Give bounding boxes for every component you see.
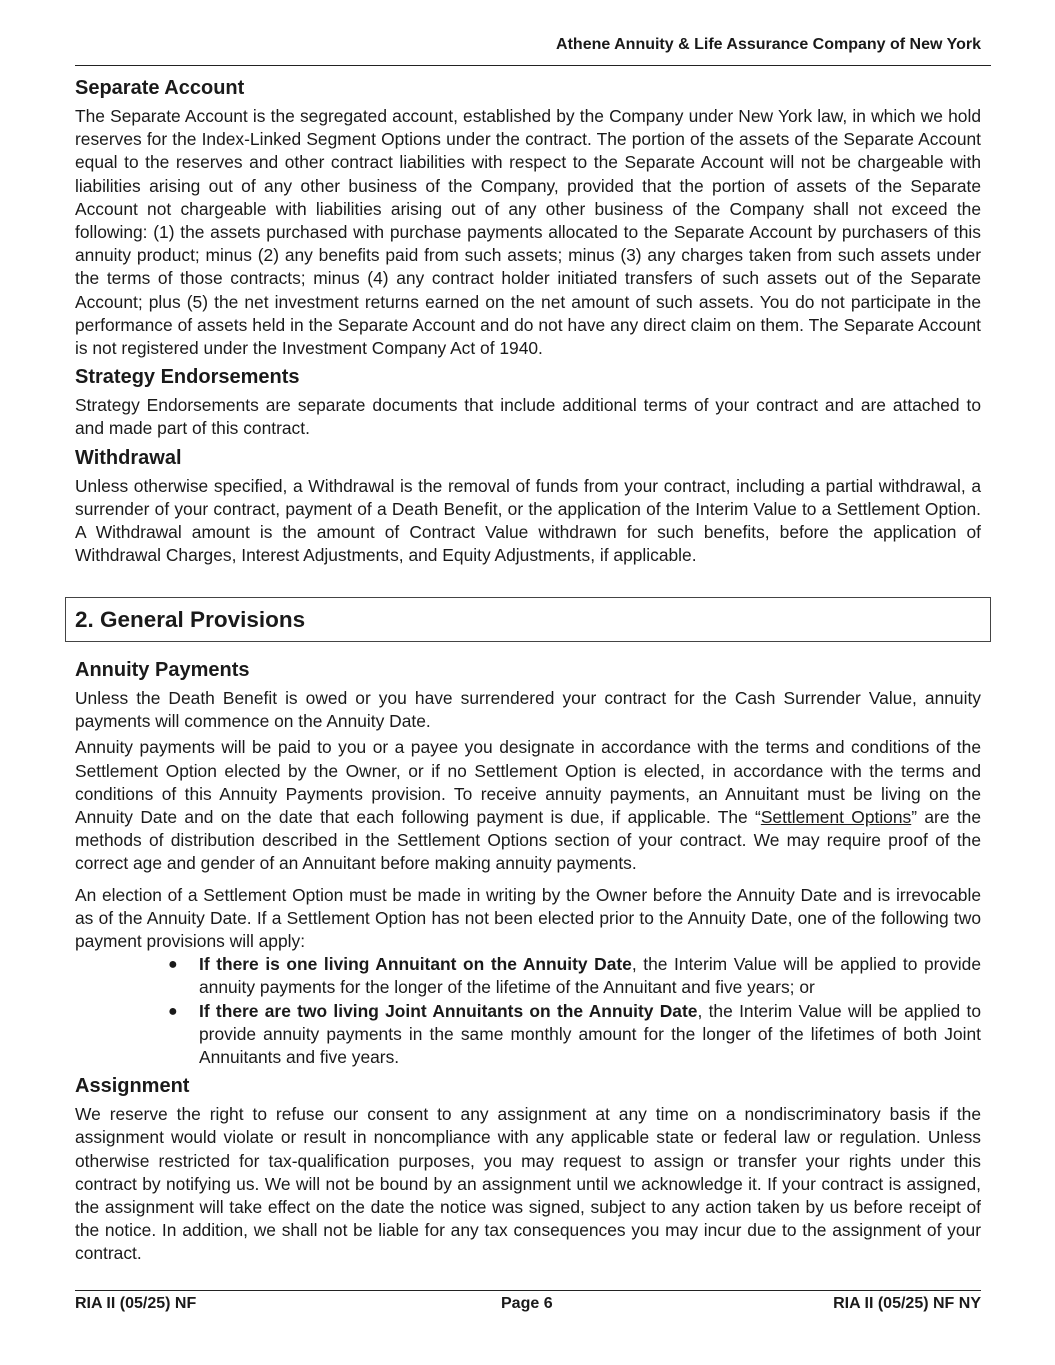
footer-form-id-left: RIA II (05/25) NF bbox=[75, 1295, 197, 1312]
annuity-payments-p2-before: Annuity payments will be paid to you or a payee you designate in accordance with the terms and conditions of the Settlement Option elected by the Owner, or if no Settlement Option is elected, in accordance with the terms and conditions of this Annuity Payments provision. To receive annuity payments, an Annuitant must be living on the Annuity Date and on the date that each following payment is due, if applicable. The “ bbox=[75, 737, 981, 828]
annuity-payments-p2-after: ” are the methods of distribution described in the Settlement Options section of your contract. We may require proof of the correct age and gender of an Annuitant before making annuity payments. bbox=[75, 807, 981, 874]
bullet-text: , the Interim Value will be applied to provide annuity payments for the longer of the lifetime of the Annuitant and five years; or bbox=[199, 954, 981, 998]
page-number: Page 6 bbox=[501, 1295, 553, 1312]
separate-account-section bbox=[75, 75, 981, 360]
page-header bbox=[75, 36, 991, 66]
settlement-options-term: Settlement Options bbox=[760, 807, 912, 828]
strategy-endorsements-text: Strategy Endorsements are separate documents that include additional terms of your contract and are attached to and made part of this contract. bbox=[75, 395, 981, 439]
assignment-section bbox=[75, 1073, 981, 1265]
withdrawal-text: Unless otherwise specified, a Withdrawal is the removal of funds from your contract, including a partial withdrawal, a surrender of your contract, payment of a Death Benefit, or the application of the Interim Value to a Settlement Option. A Withdrawal amount is the amount of Contract Value withdrawn for such benefits, before the application of Withdrawal Charges, Interest Adjustments, and Equity Adjustments, if applicable. bbox=[75, 475, 981, 566]
bullet-bold-text: If there is one living Annuitant on the Annuity Date bbox=[199, 954, 632, 975]
bullet-bold-text: If there are two living Joint Annuitants on the Annuity Date bbox=[199, 1000, 698, 1021]
definitions-section bbox=[75, 75, 981, 571]
general-provisions-section bbox=[75, 657, 981, 1270]
list-item bbox=[75, 953, 981, 999]
withdrawal-section bbox=[75, 445, 981, 568]
general-provisions-header-box bbox=[65, 597, 991, 642]
annuity-payments-p1: Unless the Death Benefit is owed or you have surrendered your contract for the Cash Surrender Value, annuity payments will commence on the Annuity Date. bbox=[75, 688, 981, 732]
withdrawal-heading: Withdrawal bbox=[75, 446, 182, 469]
page-footer bbox=[75, 1290, 981, 1316]
company-name: Athene Annuity & Life Assurance Company of New York bbox=[556, 36, 981, 53]
strategy-endorsements-section bbox=[75, 364, 981, 440]
footer-form-id-right: RIA II (05/25) NF NY bbox=[833, 1295, 981, 1312]
bullet-icon: ● bbox=[168, 956, 178, 974]
assignment-text: We reserve the right to refuse our consent to any assignment at any time on a nondiscriminatory basis if the assignment would violate or result in noncompliance with any applicable state or federal law or regulation. Unless otherwise restricted for tax-qualification purposes, you may request to assign or transfer your rights under this contract by notifying us. We will not be bound by an assignment until we acknowledge it. If your contract is assigned, the assignment will take effect on the date the notice was signed, subject to any action taken by us before receipt of the notice. In addition, we shall not be liable for any tax consequences you may incur due to the assignment of your contract. bbox=[75, 1104, 981, 1264]
assignment-heading: Assignment bbox=[75, 1075, 190, 1098]
separate-account-heading: Separate Account bbox=[75, 77, 245, 99]
annuity-payments-p2 bbox=[75, 736, 981, 875]
list-item bbox=[75, 1000, 981, 1070]
payment-provisions-list bbox=[75, 953, 981, 1069]
annuity-payments-section bbox=[75, 657, 981, 1069]
annuity-payments-heading: Annuity Payments bbox=[75, 659, 250, 681]
general-provisions-title: 2. General Provisions bbox=[75, 607, 306, 632]
bullet-text: , the Interim Value will be applied to provide annuity payments in the same monthly amount for the longer of the lifetimes of both Joint Annuitants and five years. bbox=[199, 1000, 981, 1068]
strategy-endorsements-heading: Strategy Endorsements bbox=[75, 366, 300, 389]
separate-account-text: The Separate Account is the segregated account, established by the Company under New York law, in which we hold reserves for the Index-Linked Segment Options under the contract. The portion of the assets of the Separate Account equal to the reserves and other contract liabilities with respect to the Separate Account will not be chargeable with liabilities arising out of any other business of the Company, provided that the portion of assets of the Separate Account not chargeable with liabilities arising out of any other business of the Company shall not exceed the following: (1) the assets purchased with purchase payments allocated to the Separate Account by purchasers of this annuity product; minus (2) any benefits paid from such assets; minus (3) any charges taken from such assets under the terms of those contracts; minus (4) any contract holder initiated transfers of such assets out of the Separate Account; plus (5) the net investment returns earned on the net amount of such assets. You do not participate in the performance of assets held in the Separate Account and do not have any direct claim on them. The Separate Account is not registered under the Investment Company Act of 1940. bbox=[75, 106, 981, 359]
bullet-icon: ● bbox=[168, 1002, 178, 1020]
annuity-payments-p3: An election of a Settlement Option must be made in writing by the Owner before the Annuity Date and is irrevocable as of the Annuity Date. If a Settlement Option has not been elected prior to the Annuity Date, one of the following two payment provisions will apply: bbox=[75, 884, 981, 952]
